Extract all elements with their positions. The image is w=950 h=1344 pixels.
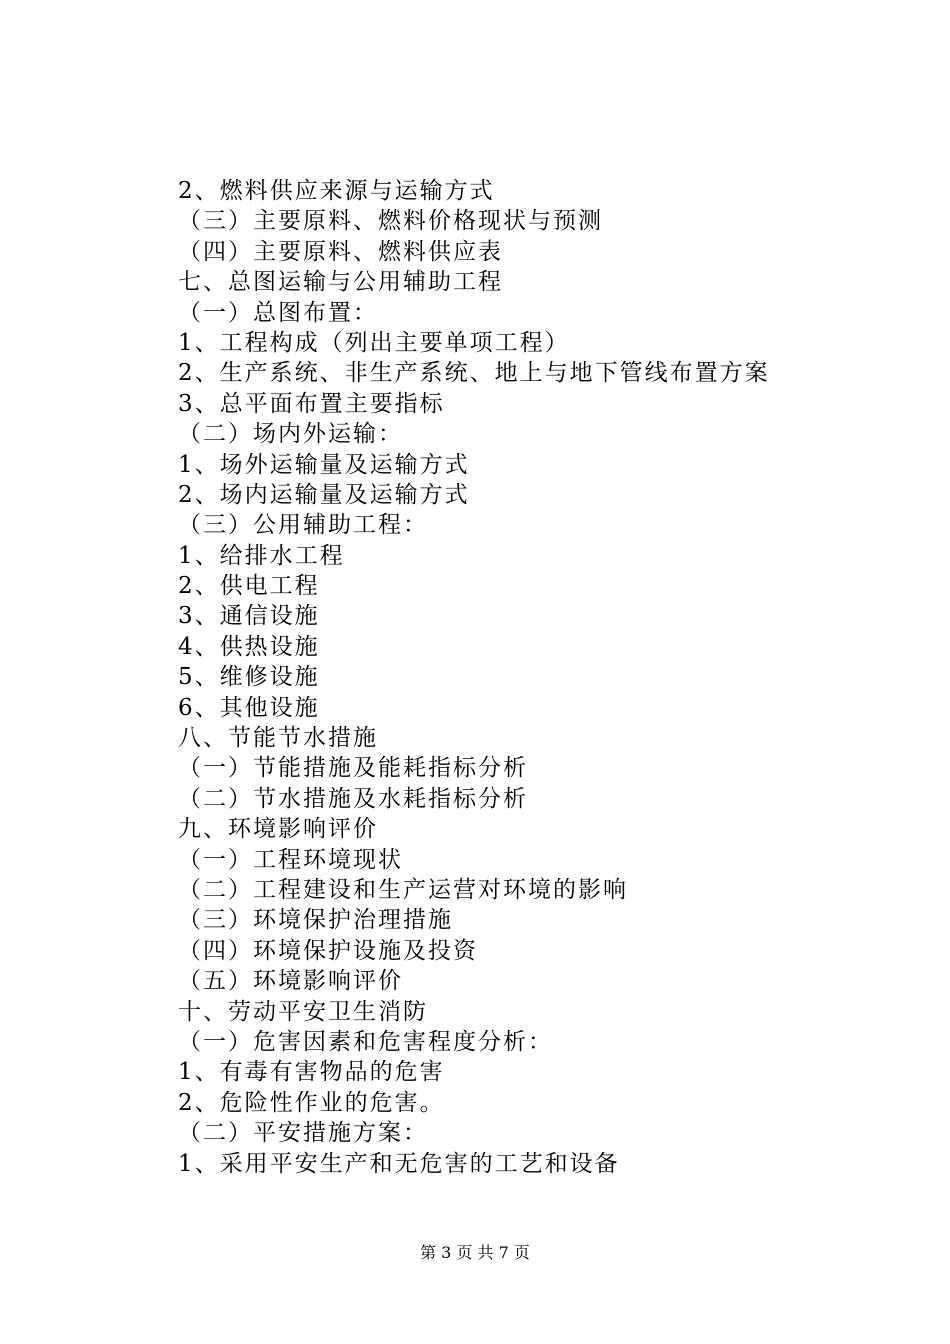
text-line: 2、危险性作业的危害。 xyxy=(178,1089,445,1116)
text-line: 1、给排水工程 xyxy=(178,542,345,569)
text-line: 1、场外运输量及运输方式 xyxy=(178,451,470,478)
text-line: 3、通信设施 xyxy=(178,603,320,630)
document-body xyxy=(178,176,878,1179)
text-line: （一）危害因素和危害程度分析： xyxy=(178,1028,553,1055)
text-line: 2、场内运输量及运输方式 xyxy=(178,481,470,508)
text-line: 4、供热设施 xyxy=(178,633,320,660)
text-line: （二）平安措施方案： xyxy=(178,1120,428,1147)
text-line: 3、总平面布置主要指标 xyxy=(178,390,445,417)
text-line: （二）工程建设和生产运营对环境的影响 xyxy=(178,876,628,903)
text-line: 6、其他设施 xyxy=(178,694,320,721)
text-line: 1、有毒有害物品的危害 xyxy=(178,1059,445,1086)
text-line: （五）环境影响评价 xyxy=(178,968,403,995)
text-line: 2、燃料供应来源与运输方式 xyxy=(178,178,495,204)
text-line: （一）总图布置： xyxy=(178,299,378,326)
text-line: 5、维修设施 xyxy=(178,664,320,691)
text-line: 1、采用平安生产和无危害的工艺和设备 xyxy=(178,1150,620,1177)
text-line: 1、工程构成（列出主要单项工程） xyxy=(178,329,570,356)
text-line: （四）环境保护设施及投资 xyxy=(178,937,478,964)
text-line: （四）主要原料、燃料供应表 xyxy=(178,238,503,265)
text-line: （一）节能措施及能耗指标分析 xyxy=(178,755,528,782)
text-line: （一）工程环境现状 xyxy=(178,846,403,873)
page-number-footer: 第 3 页 共 7 页 xyxy=(420,1243,530,1262)
text-line: 2、生产系统、非生产系统、地上与地下管线布置方案 xyxy=(178,360,770,387)
section-heading: 七、总图运输与公用辅助工程 xyxy=(178,269,503,296)
text-line: （三）公用辅助工程： xyxy=(178,512,428,539)
text-line: （二）场内外运输： xyxy=(178,421,403,448)
text-line: 2、供电工程 xyxy=(178,573,320,600)
text-line: （三）主要原料、燃料价格现状与预测 xyxy=(178,208,603,235)
section-heading: 九、环境影响评价 xyxy=(178,816,378,843)
section-heading: 十、劳动平安卫生消防 xyxy=(178,998,428,1025)
section-heading: 八、节能节水措施 xyxy=(178,725,378,752)
text-line: （二）节水措施及水耗指标分析 xyxy=(178,785,528,812)
text-line: （三）环境保护治理措施 xyxy=(178,907,453,934)
